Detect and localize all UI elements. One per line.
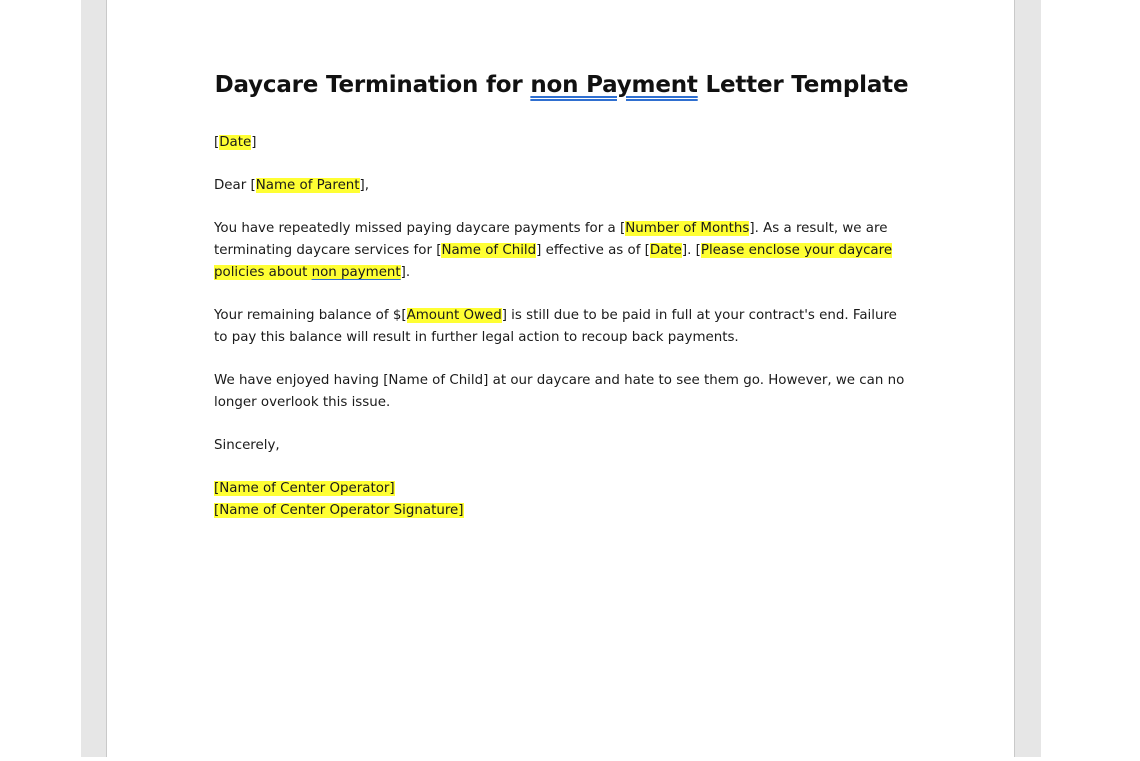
operator-name-line [214, 478, 914, 500]
letter-body[interactable] [214, 132, 914, 522]
date-line [214, 132, 914, 154]
date-open: [ [214, 135, 220, 150]
salutation-prefix: Dear [ [214, 178, 256, 193]
date-close: ] [251, 135, 257, 150]
p1-text-1: You have repeatedly missed paying daycare payments for a [ [214, 221, 626, 236]
p1-text-2: ]. As a result, we are terminating daycare services for [ [214, 221, 888, 258]
document-page[interactable] [106, 0, 1015, 757]
paragraph-farewell: We have enjoyed having [Name of Child] at our daycare and hate to see them go. However, we can no longer overlook this issue. [214, 373, 905, 410]
p1-text-4: ]. [ [681, 243, 701, 258]
document-title [107, 72, 1016, 98]
salutation-suffix: ], [359, 178, 370, 193]
salutation [214, 175, 914, 197]
right-gutter [1015, 0, 1041, 757]
p2-text-1: Your remaining balance of $[ [214, 308, 407, 323]
left-gutter [81, 0, 106, 757]
policy-flagged-words[interactable]: non payment [311, 265, 401, 280]
amount-owed-placeholder: Amount Owed [406, 308, 502, 323]
signature-block [214, 478, 914, 522]
title-flagged-word[interactable]: non Payment [530, 72, 698, 98]
p1-text-5: ]. [400, 265, 411, 280]
paragraph-missed-payments [214, 218, 914, 284]
parent-name-placeholder: Name of Parent [255, 178, 360, 193]
title-text-end: Letter Template [697, 72, 909, 98]
date-placeholder: Date [219, 135, 252, 150]
child-name-placeholder: Name of Child [441, 243, 537, 258]
policy-placeholder-text: Please enclose your daycare policies about [214, 243, 893, 280]
paragraph-balance [214, 305, 914, 349]
p1-text-3: ] effective as of [ [536, 243, 650, 258]
months-placeholder: Number of Months [625, 221, 750, 236]
operator-signature-line [214, 500, 914, 522]
operator-signature-placeholder: [Name of Center Operator Signature] [214, 503, 464, 518]
closing: Sincerely, [214, 438, 280, 453]
operator-name-placeholder: [Name of Center Operator] [214, 481, 395, 496]
title-text-start: Daycare Termination for [214, 72, 531, 98]
effective-date-placeholder: Date [649, 243, 682, 258]
p2-text-2: ] is still due to be paid in full at your contract's end. Failure to pay this balance will result in further legal action to recoup back payments. [214, 308, 897, 345]
